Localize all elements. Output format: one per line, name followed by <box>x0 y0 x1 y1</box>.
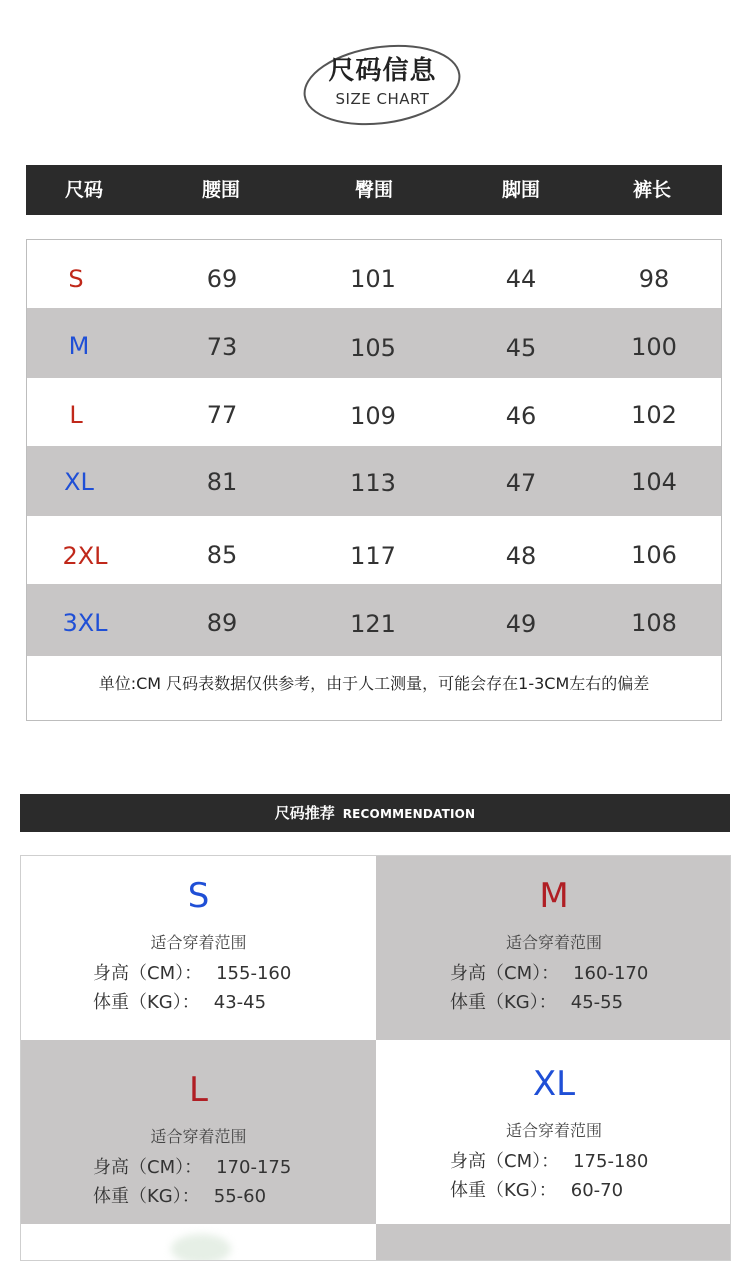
weight-value: 43-45 <box>213 992 267 1013</box>
card-height-line <box>93 959 291 985</box>
row-length: 102 <box>631 401 677 429</box>
card-height-line <box>450 959 648 985</box>
row-waist: 77 <box>206 401 238 429</box>
row-hip: 117 <box>350 542 396 570</box>
recommendation-header-cn: 尺码推荐 <box>274 804 335 822</box>
card-weight-line <box>450 1176 623 1202</box>
weight-value: 45-55 <box>570 992 624 1013</box>
header-hip: 臀围 <box>354 179 394 201</box>
row-length: 98 <box>638 265 670 293</box>
card-label: 适合穿着范围 <box>150 933 247 952</box>
row-size: XL <box>64 468 94 496</box>
card-label: 适合穿着范围 <box>150 1127 247 1146</box>
card-weight-line <box>450 988 623 1014</box>
table-row <box>27 584 721 656</box>
table-row <box>27 378 721 446</box>
header-size: 尺码 <box>64 179 104 201</box>
header-length: 裤长 <box>632 179 672 201</box>
card-label: 适合穿着范围 <box>505 933 602 952</box>
row-hip: 109 <box>350 402 396 430</box>
row-size: L <box>69 401 83 429</box>
row-hip: 121 <box>350 610 396 638</box>
row-hip: 105 <box>350 334 396 362</box>
card-size: L <box>189 1070 208 1110</box>
row-ankle: 45 <box>505 334 537 362</box>
height-label: 身高（CM）： <box>450 963 560 984</box>
recommendation-card-partial-left <box>21 1224 376 1261</box>
height-value: 170-175 <box>216 1157 292 1178</box>
row-ankle: 48 <box>505 542 537 570</box>
card-size: M <box>539 876 569 916</box>
weight-value: 60-70 <box>570 1180 624 1201</box>
row-hip: 113 <box>350 469 396 497</box>
weight-label: 体重（KG）： <box>450 992 557 1013</box>
row-size: S <box>68 265 84 293</box>
card-height-line <box>450 1147 648 1173</box>
card-size: XL <box>532 1064 576 1104</box>
height-label: 身高（CM）： <box>93 1157 203 1178</box>
size-chart-title <box>300 40 465 132</box>
table-row <box>27 308 721 378</box>
height-value: 175-180 <box>573 1151 649 1172</box>
header-ankle: 脚围 <box>501 179 541 201</box>
weight-label: 体重（KG）： <box>93 1186 200 1207</box>
row-length: 104 <box>631 468 677 496</box>
height-label: 身高（CM）： <box>450 1151 560 1172</box>
height-value: 155-160 <box>216 963 292 984</box>
row-size: 3XL <box>62 609 108 637</box>
measurement-note: 单位:CM 尺码表数据仅供参考，由于人工测量，可能会存在1-3CM左右的偏差 <box>98 674 650 693</box>
row-waist: 81 <box>206 468 238 496</box>
row-ankle: 49 <box>505 610 537 638</box>
recommendation-card-l <box>21 1040 376 1224</box>
recommendation-header-en: RECOMMENDATION <box>342 807 476 821</box>
size-table <box>26 239 722 721</box>
card-weight-line <box>93 1182 266 1208</box>
size-table-header <box>26 165 722 215</box>
table-row <box>27 516 721 584</box>
height-value: 160-170 <box>573 963 649 984</box>
row-length: 100 <box>631 333 677 361</box>
row-size: 2XL <box>62 542 108 570</box>
row-length: 108 <box>631 609 677 637</box>
row-waist: 73 <box>206 333 238 361</box>
card-label: 适合穿着范围 <box>505 1121 602 1140</box>
weight-label: 体重（KG）： <box>93 992 200 1013</box>
cropped-size-glyph <box>171 1234 231 1261</box>
weight-label: 体重（KG）： <box>450 1180 557 1201</box>
card-weight-line <box>93 988 266 1014</box>
weight-value: 55-60 <box>213 1186 267 1207</box>
row-ankle: 44 <box>505 265 537 293</box>
row-ankle: 47 <box>505 469 537 497</box>
recommendation-grid <box>20 855 731 1261</box>
row-ankle: 46 <box>505 402 537 430</box>
recommendation-card-xl <box>376 1040 731 1224</box>
row-waist: 85 <box>206 541 238 569</box>
row-waist: 69 <box>206 265 238 293</box>
title-cn: 尺码信息 <box>328 56 437 86</box>
table-row <box>27 240 721 308</box>
row-length: 106 <box>631 541 677 569</box>
row-waist: 89 <box>206 609 238 637</box>
card-size: S <box>187 876 210 916</box>
recommendation-card-s <box>21 856 376 1040</box>
recommendation-card-m <box>376 856 731 1040</box>
row-size: M <box>68 332 90 360</box>
card-height-line <box>93 1153 291 1179</box>
height-label: 身高（CM）： <box>93 963 203 984</box>
row-hip: 101 <box>350 265 396 293</box>
title-en: SIZE CHART <box>335 90 430 108</box>
table-row <box>27 446 721 516</box>
header-waist: 腰围 <box>201 179 241 201</box>
recommendation-header <box>20 794 730 832</box>
recommendation-card-partial-right <box>376 1224 731 1261</box>
